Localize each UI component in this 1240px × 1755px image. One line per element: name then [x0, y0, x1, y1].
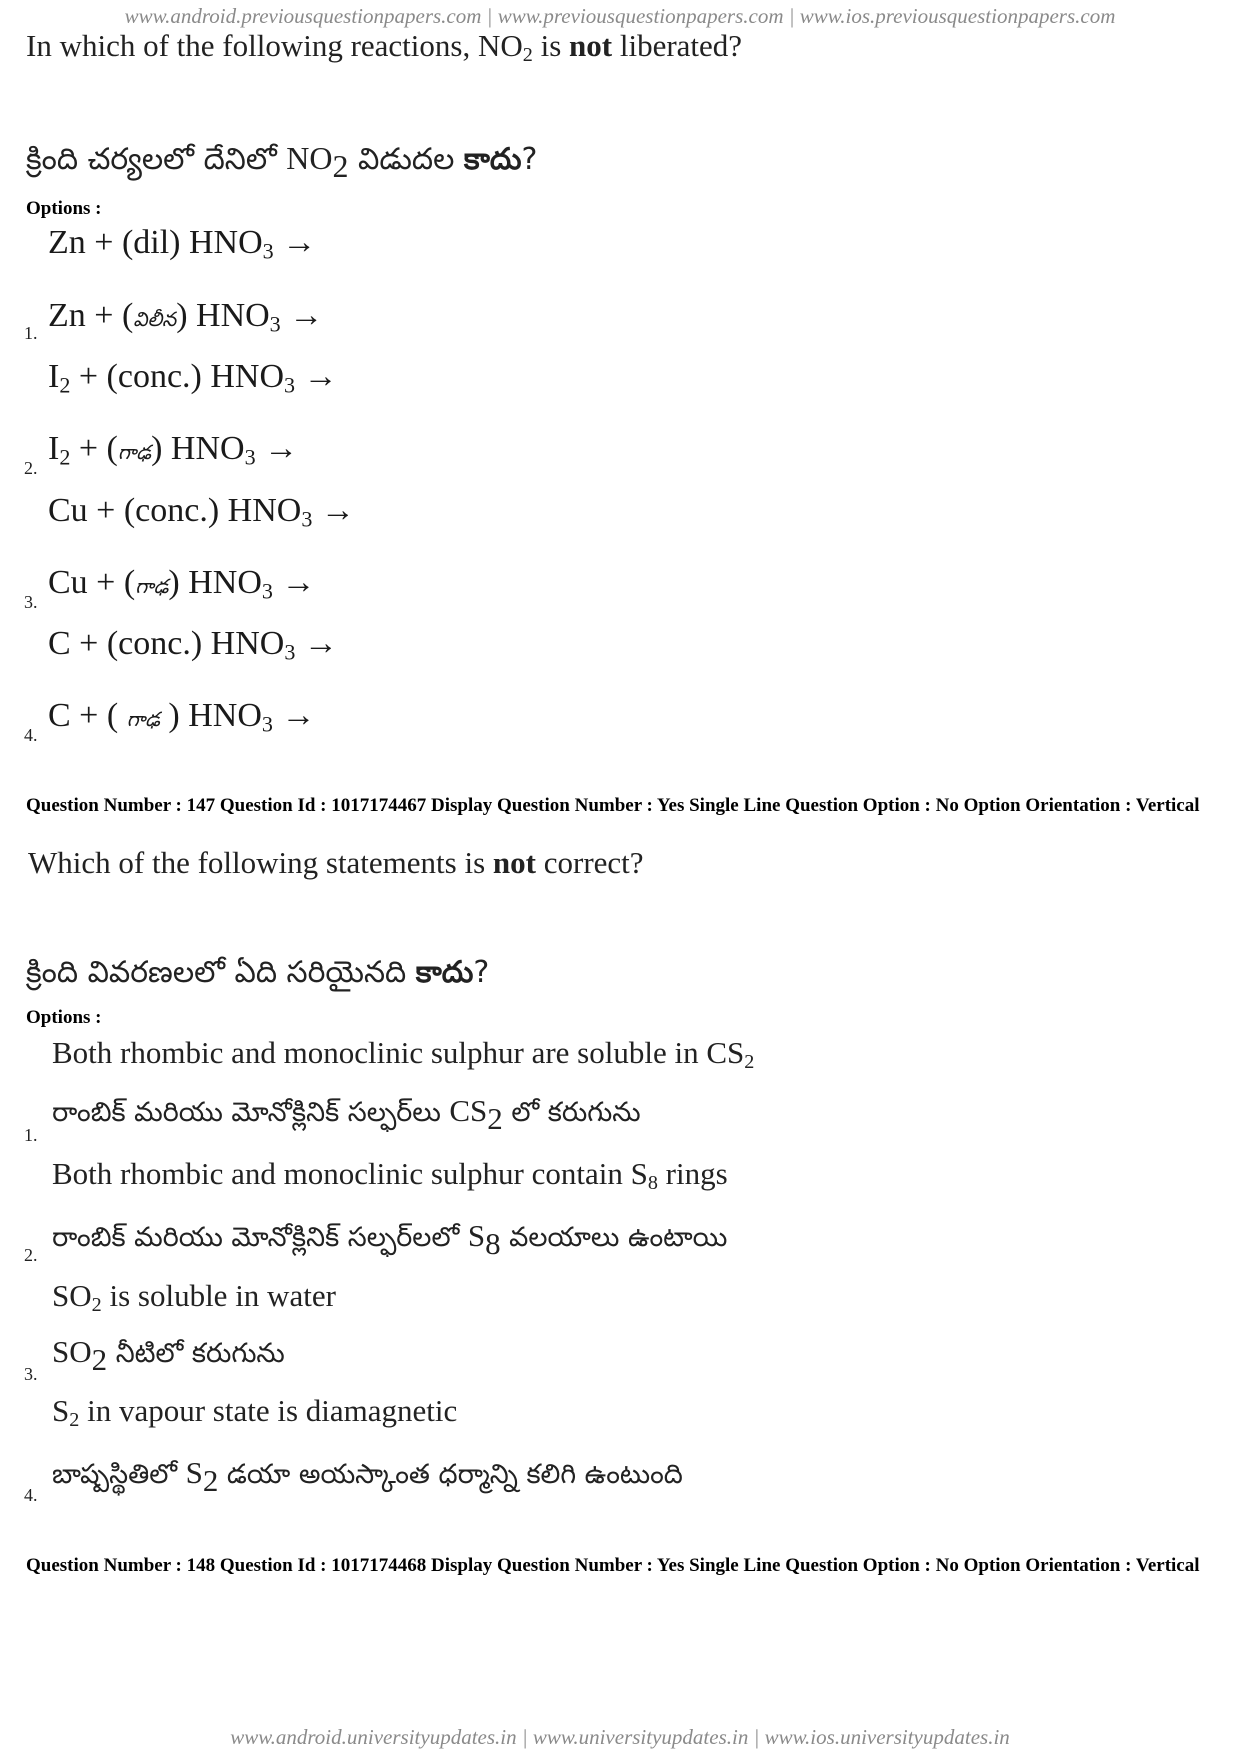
q1-option-3-english: Cu + (conc.) $HNO_3$ → [48, 492, 355, 532]
question-2-telugu: క్రింది వివరణలలో ఏది సరియైనది కాదు? [26, 955, 490, 990]
q1-option-1-telugu: Zn + (విలీన) $HNO_3$ → [48, 297, 324, 337]
q2-option-1-telugu: రాంబిక్ మరియు మోనోక్లినిక్ సల్ఫర్‌లు $CS_2$ లో కరుగును [52, 1093, 641, 1136]
q1-option-4-english: C + (conc.) $HNO_3$ → [48, 625, 338, 665]
q2-option-2-telugu: రాంబిక్ మరియు మోనోక్లినిక్ సల్ఫర్‌లలో $S_8$ వలయాలు ఉంటాయి [52, 1218, 728, 1261]
q1-option-2-english: $I_2$ + (conc.) $HNO_3$ → [48, 358, 338, 398]
q2-option-2-english: Both rhombic and monoclinic sulphur contain $S_8$ rings [52, 1156, 728, 1195]
q2-option-4-number[interactable]: 4. [24, 1485, 38, 1505]
q2-option-4-telugu: బాష్పస్థితిలో $S_2$ డయా అయస్కాంత ధర్మాన్ని కలిగి ఉంటుంది [52, 1455, 683, 1498]
question-2-english: Which of the following statements is not correct? [28, 845, 644, 880]
q1-option-3-number[interactable]: 3. [24, 592, 38, 612]
question-1-english: In which of the following reactions, $NO_2$ is not liberated? [26, 28, 743, 67]
q2-option-1-number[interactable]: 1. [24, 1125, 38, 1145]
question-meta-147: Question Number : 147 Question Id : 1017174467 Display Question Number : Yes Single Line Question Option : No Option Orientation : Vertical [26, 795, 1200, 816]
q2-option-2-number[interactable]: 2. [24, 1245, 38, 1265]
q2-option-3-telugu: $SO_2$ నీటిలో కరుగును [52, 1334, 285, 1377]
q1-option-1-english: Zn + (dil) $HNO_3$ → [48, 224, 317, 264]
q1-option-3-telugu: Cu + (గాఢ) $HNO_3$ → [48, 564, 316, 604]
q1-option-4-number[interactable]: 4. [24, 725, 38, 745]
q2-option-4-english: $S_2$ in vapour state is diamagnetic [52, 1393, 458, 1432]
q2-option-1-english: Both rhombic and monoclinic sulphur are soluble in $CS_2$ [52, 1035, 755, 1074]
watermark-top: www.android.previousquestionpapers.com | www.previousquestionpapers.com | www.ios.previousquestionpapers.com [124, 4, 1116, 28]
q2-option-3-english: $SO_2$ is soluble in water [52, 1278, 336, 1317]
q1-option-4-telugu: C + ( గాఢ ) $HNO_3$ → [48, 697, 316, 737]
q2-option-3-number[interactable]: 3. [24, 1364, 38, 1384]
options-label-1: Options : [26, 198, 102, 219]
question-1-telugu: క్రింది చర్యలలో దేనిలో $NO_2$ విడుదల కాదు? [26, 140, 538, 184]
q1-option-2-telugu: $I_2$ + (గాఢ) $HNO_3$ → [48, 430, 299, 470]
question-meta-148: Question Number : 148 Question Id : 1017174468 Display Question Number : Yes Single Line Question Option : No Option Orientation : Vertical [26, 1555, 1200, 1576]
q1-option-2-number[interactable]: 2. [24, 458, 38, 478]
q1-option-1-number[interactable]: 1. [24, 323, 38, 343]
options-label-2: Options : [26, 1007, 102, 1028]
watermark-bottom: www.android.universityupdates.in | www.universityupdates.in | www.ios.universityupdates.in [230, 1725, 1010, 1749]
